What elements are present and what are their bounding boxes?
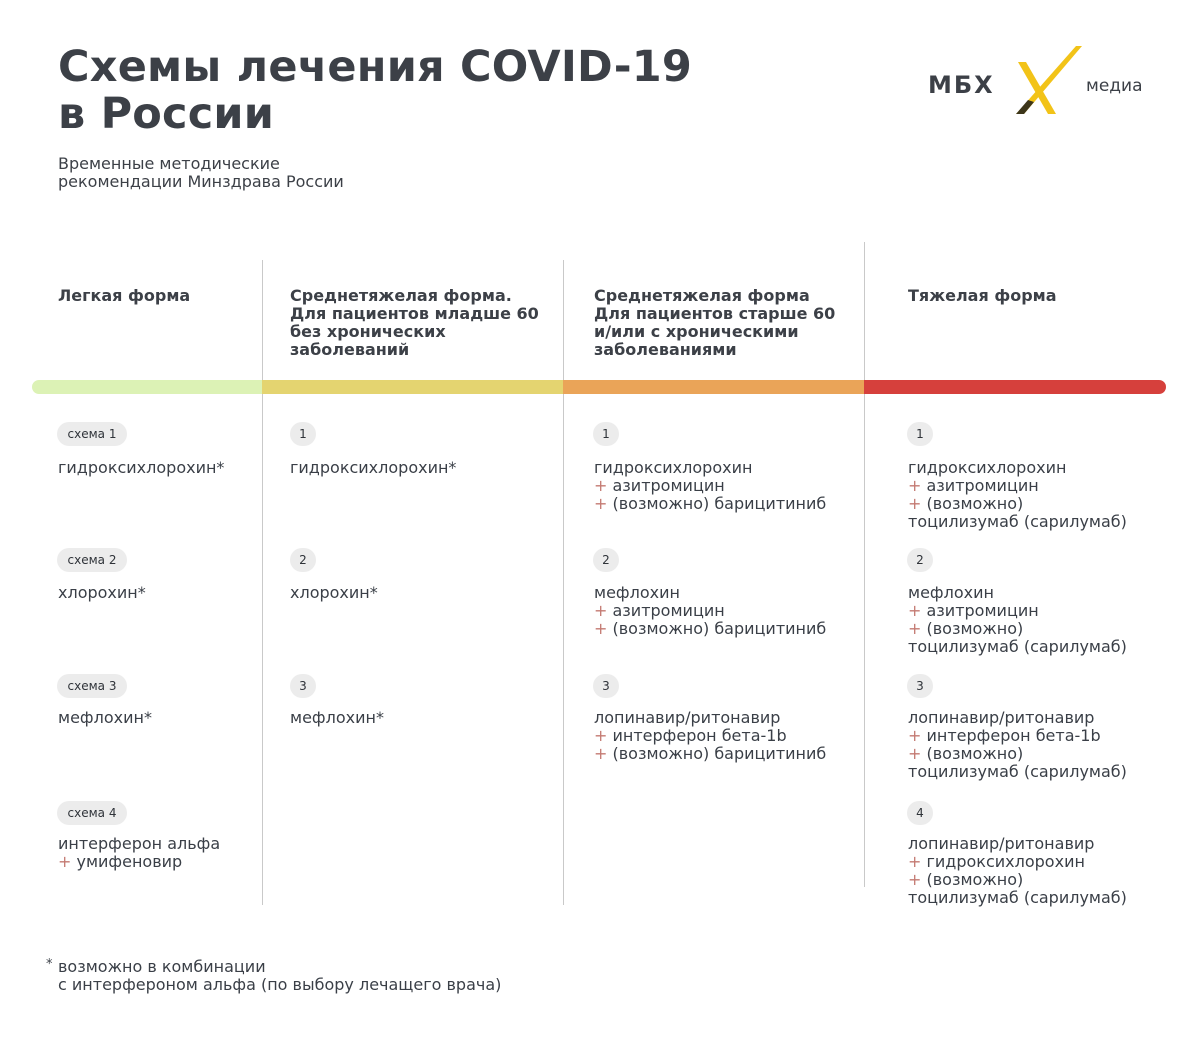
heading-line: заболеваний [290, 340, 410, 359]
scheme-badge: 1 [907, 422, 933, 446]
scheme-drugs [58, 584, 146, 602]
scheme-badge: 2 [907, 548, 933, 572]
drug-line: мефлохин [908, 583, 994, 602]
drug-line: + интерферон бета-1b [908, 726, 1101, 745]
drug-line: + интерферон бета-1b [594, 726, 787, 745]
scheme-drugs [290, 584, 378, 602]
column-divider-2 [563, 260, 564, 905]
severity-scale-bar [32, 378, 1168, 396]
drug-line: хлорохин* [58, 583, 146, 602]
scheme-drugs [290, 709, 384, 727]
scheme-drugs [908, 459, 1127, 531]
drug-line: + (возможно) [908, 870, 1024, 889]
footnote [46, 958, 501, 994]
mbh-media-logo [928, 40, 1158, 120]
scheme-drugs [908, 584, 1127, 656]
scheme-drugs [908, 835, 1127, 907]
drug-line: мефлохин* [58, 708, 152, 727]
drug-line: + (возможно) [908, 744, 1024, 763]
scheme-badge: схема 4 [57, 801, 127, 825]
scheme-drugs [594, 459, 826, 513]
drug-line: + азитромицин [908, 601, 1039, 620]
scheme-drugs [908, 709, 1127, 781]
drug-line: гидроксихлорохин* [58, 458, 225, 477]
scheme-badge: схема 1 [57, 422, 127, 446]
heading-line: и/или с хроническими [594, 322, 799, 341]
drug-line: мефлохин* [290, 708, 384, 727]
drug-line: лопинавир/ритонавир [908, 834, 1095, 853]
subtitle-line-1: Временные методические [58, 154, 280, 173]
scheme-badge: 2 [290, 548, 316, 572]
drug-line: тоцилизумаб (сарилумаб) [908, 762, 1127, 781]
drug-line: мефлохин [594, 583, 680, 602]
footnote-asterisk: * [46, 957, 53, 972]
drug-line: + гидроксихлорохин [908, 852, 1085, 871]
scheme-badge: 3 [290, 674, 316, 698]
heading-line: Тяжелая форма [908, 286, 1057, 305]
scheme-badge: 1 [593, 422, 619, 446]
drug-line: + (возможно) барицитиниб [594, 744, 827, 763]
column-divider-3 [864, 242, 865, 887]
drug-line: + азитромицин [594, 476, 725, 495]
subtitle-line-2: рекомендации Минздрава России [58, 172, 344, 191]
page-title [58, 44, 692, 138]
scheme-badge: 4 [907, 801, 933, 825]
drug-line: + (возможно) [908, 494, 1024, 513]
scheme-badge: 2 [593, 548, 619, 572]
drug-line: тоцилизумаб (сарилумаб) [908, 888, 1127, 907]
drug-line: лопинавир/ритонавир [594, 708, 781, 727]
column-divider-1 [262, 260, 263, 905]
heading-line: Среднетяжелая форма. [290, 286, 512, 305]
scheme-badge: 3 [593, 674, 619, 698]
title-line-2: в России [58, 89, 275, 139]
heading-line: заболеваниями [594, 340, 737, 359]
heading-line: Среднетяжелая форма [594, 286, 810, 305]
column-heading-moderate-over-60 [594, 287, 835, 359]
drug-line: тоцилизумаб (сарилумаб) [908, 512, 1127, 531]
drug-line: гидроксихлорохин [908, 458, 1067, 477]
column-heading-severe [908, 287, 1057, 305]
scheme-drugs [58, 459, 224, 477]
drug-line: интерферон альфа [58, 834, 221, 853]
severity-segment-severe [864, 380, 1166, 394]
x-mark-icon [1012, 40, 1082, 120]
scheme-drugs [58, 835, 220, 871]
scheme-drugs [594, 584, 826, 638]
logo-mbh-text: МБХ [928, 71, 995, 99]
column-heading-moderate-under-60 [290, 287, 539, 359]
scheme-drugs [290, 459, 456, 477]
footnote-line-2: с интерфероном альфа (по выбору лечащего врача) [58, 975, 502, 994]
title-line-1: Схемы лечения COVID-19 [58, 42, 693, 92]
heading-line: Для пациентов старше 60 [594, 304, 836, 323]
drug-line: + умифеновир [58, 852, 183, 871]
severity-segment-mild-fill [42, 380, 262, 394]
page-subtitle [58, 155, 344, 191]
drug-line: + (возможно) барицитиниб [594, 494, 827, 513]
drug-line: тоцилизумаб (сарилумаб) [908, 637, 1127, 656]
severity-segment-moderate-over-60 [563, 380, 865, 394]
scheme-drugs [58, 709, 152, 727]
drug-line: + (возможно) барицитиниб [594, 619, 827, 638]
logo-media-text: медиа [1086, 76, 1143, 96]
drug-line: хлорохин* [290, 583, 378, 602]
drug-line: гидроксихлорохин* [290, 458, 457, 477]
scheme-badge: схема 2 [57, 548, 127, 572]
drug-line: + азитромицин [594, 601, 725, 620]
heading-line: Для пациентов младше 60 [290, 304, 539, 323]
drug-line: лопинавир/ритонавир [908, 708, 1095, 727]
scheme-badge: 3 [907, 674, 933, 698]
severity-segment-moderate-under-60 [262, 380, 564, 394]
scheme-drugs [594, 709, 826, 763]
scheme-badge: схема 3 [57, 674, 127, 698]
drug-line: гидроксихлорохин [594, 458, 753, 477]
column-heading-mild [58, 287, 190, 305]
footnote-line-1: возможно в комбинации [58, 957, 266, 976]
drug-line: + (возможно) [908, 619, 1024, 638]
heading-line: без хронических [290, 322, 446, 341]
drug-line: + азитромицин [908, 476, 1039, 495]
heading-line: Легкая форма [58, 286, 191, 305]
scheme-badge: 1 [290, 422, 316, 446]
severity-segment-severe-fill [864, 380, 884, 394]
